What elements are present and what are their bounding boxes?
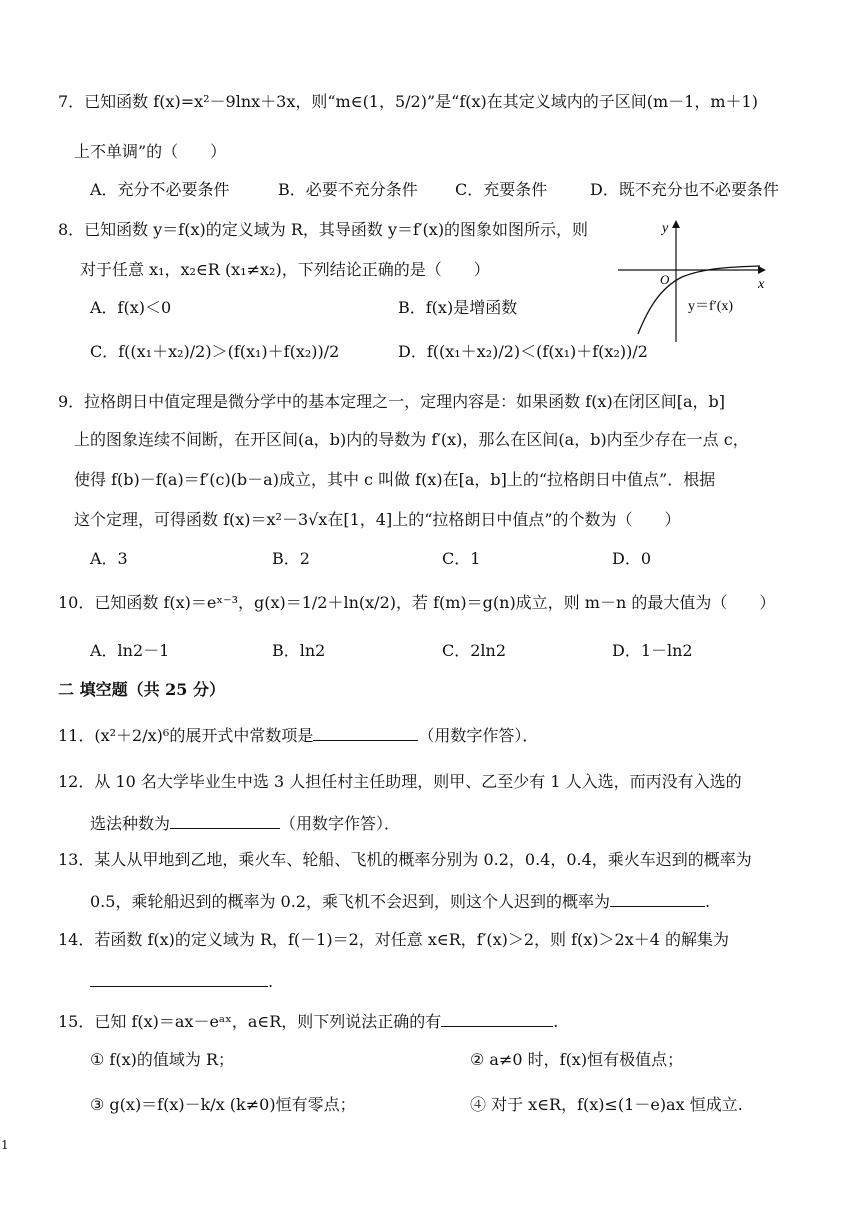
q9-line3: 使得 f(b)－f(a)＝f′(c)(b－a)成立，其中 c 叫做 f(x)在[a，b]上的“拉格朗日中值点”．根据 (74, 470, 716, 489)
q8-line1: 8．已知函数 y＝f(x)的定义域为 R，其导函数 y＝f′(x)的图象如图所示，则 (58, 220, 589, 239)
q12-line2 (90, 812, 400, 834)
q15-line1 (58, 1010, 558, 1032)
q11-tail: （用数字作答）． (418, 726, 539, 745)
q10-option-b: B．ln2 (272, 641, 326, 660)
q8-derivative-graph (612, 214, 772, 349)
q13-line2-pre: 0.5，乘轮船迟到的概率为 0.2，乘飞机不会迟到，则这个人迟到的概率为 (90, 892, 610, 911)
q12-line1: 12．从 10 名大学毕业生中选 3 人担任村主任助理，则甲、乙至少有 1 人入选，而丙没有入选的 (58, 772, 742, 791)
origin-label: O (660, 272, 670, 287)
q13-answer-blank[interactable] (610, 890, 705, 907)
q9-option-d: D．0 (612, 549, 652, 568)
q8-option-c: C．f((x₁＋x₂)/2)＞(f(x₁)＋f(x₂))/2 (90, 342, 340, 361)
x-axis-arrow (758, 266, 766, 274)
q8-option-a: A．f(x)＜0 (90, 298, 172, 317)
q11-answer-blank[interactable] (313, 724, 418, 741)
section2-title: 二 填空题（共 25 分） (58, 680, 225, 699)
q14-line1: 14．若函数 f(x)的定义域为 R，f(－1)＝2，对任意 x∈R，f′(x)＞2，则 f(x)＞2x＋4 的解集为 (58, 930, 730, 949)
q7-line1: 7．已知函数 f(x)=x²－9lnx＋3x，则“m∈(1，5/2)”是“f(x)在其定义域内的子区间(m－1，m＋1) (58, 92, 758, 111)
q12-line2-pre: 选法种数为 (90, 814, 171, 833)
q15-item-1: ① f(x)的值域为 R； (90, 1050, 234, 1069)
q13-line2 (90, 890, 710, 912)
q15-item-4: ④ 对于 x∈R，f(x)≤(1－e)ax 恒成立. (470, 1095, 743, 1114)
q10-option-d: D．1－ln2 (612, 641, 693, 660)
q14-line2-post: . (268, 972, 274, 991)
q11-line (58, 724, 538, 746)
q14-answer-blank[interactable] (90, 970, 268, 987)
q8-option-d: D．f((x₁＋x₂)/2)＜(f(x₁)＋f(x₂))/2 (398, 342, 648, 361)
q12-answer-blank[interactable] (170, 812, 280, 829)
q11-expression: (x²＋2/x)⁶ (94, 726, 170, 745)
q7-line2: 上不单调”的（ ） (74, 142, 227, 161)
y-axis-label: y (662, 221, 669, 236)
q15-answer-blank[interactable] (441, 1010, 553, 1027)
x-axis-label: x (758, 277, 765, 292)
q9-line2: 上的图象连续不间断，在开区间(a，b)内的导数为 f′(x)，那么在区间(a，b)内至少存在一点 c， (74, 430, 749, 449)
q13-line2-post: . (704, 892, 711, 911)
q12-line2-post: （用数字作答）． (280, 814, 401, 833)
q9-option-c: C．1 (442, 549, 481, 568)
q7-option-c: C．充要条件 (455, 180, 548, 199)
q9-line1: 9．拉格朗日中值定理是微分学中的基本定理之一，定理内容是：如果函数 f(x)在闭区间[a，b] (58, 392, 725, 411)
q9-option-a: A．3 (90, 549, 128, 568)
q8-line2: 对于任意 x₁，x₂∈R (x₁≠x₂)，下列结论正确的是（ ） (80, 260, 490, 279)
q15-line1-pre: 15．已知 f(x)＝ax－eᵃˣ，a∈R，则下列说法正确的有 (58, 1012, 442, 1031)
page-marker: 1 (1, 1138, 9, 1152)
q9-option-b: B．2 (272, 549, 310, 568)
curve-label: y＝f′(x) (688, 299, 734, 314)
q15-item-3: ③ g(x)＝f(x)－k/x (k≠0)恒有零点； (90, 1095, 356, 1114)
q10-option-c: C．2ln2 (442, 641, 507, 660)
q15-line1-post: . (553, 1012, 559, 1031)
q11-prefix: 11． (58, 726, 95, 745)
q8-option-b: B．f(x)是增函数 (398, 298, 518, 317)
q14-line2 (90, 970, 273, 992)
q7-option-d: D．既不充分也不必要条件 (590, 180, 779, 199)
q10-line1: 10．已知函数 f(x)＝eˣ⁻³，g(x)＝1/2＋ln(x/2)，若 f(m)＝g(n)成立，则 m－n 的最大值为（ ） (58, 593, 776, 612)
q15-item-2: ② a≠0 时，f(x)恒有极值点； (470, 1050, 684, 1069)
q7-option-b: B．必要不充分条件 (278, 180, 418, 199)
q10-option-a: A．ln2－1 (90, 641, 170, 660)
q11-text: 的展开式中常数项是 (169, 726, 314, 745)
q7-option-a: A．充分不必要条件 (90, 180, 230, 199)
q13-line1: 13．某人从甲地到乙地，乘火车、轮船、飞机的概率分别为 0.2，0.4，0.4，乘火车迟到的概率为 (58, 850, 752, 869)
q9-line4: 这个定理，可得函数 f(x)＝x²－3√x在[1，4]上的“拉格朗日中值点”的个数为（ ） (74, 510, 681, 529)
y-axis-arrow (672, 220, 680, 228)
